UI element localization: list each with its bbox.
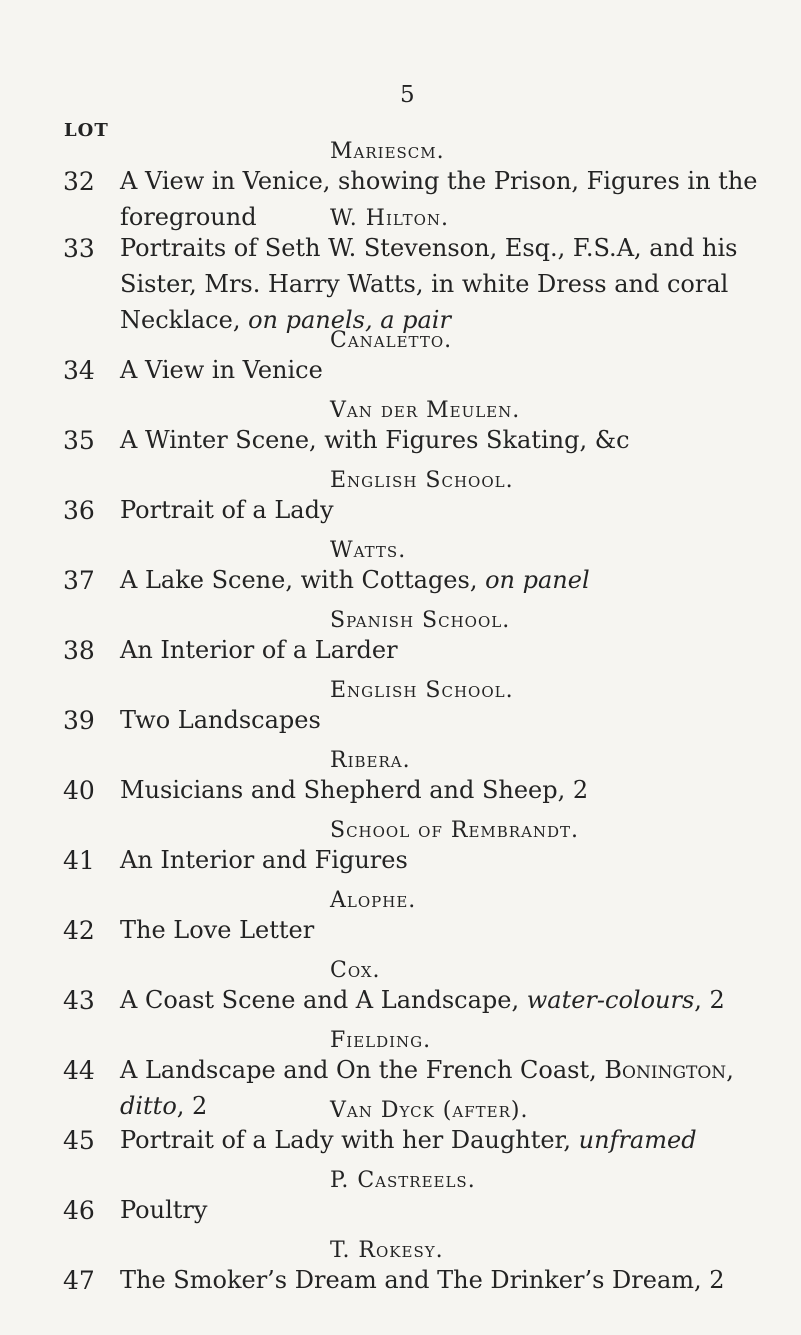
lot-description (120, 632, 790, 668)
description-text: Musicians and Shepherd and Sheep, 2 (120, 776, 589, 804)
lot-number: 44 (63, 1056, 95, 1085)
description-text: water-colours (526, 986, 695, 1014)
description-text: An Interior of a Larder (120, 636, 398, 664)
description-text: A Coast Scene and A Landscape, (120, 986, 527, 1014)
description-text: Portrait of a Lady with her Daughter, (120, 1126, 579, 1154)
description-text: The Love Letter (120, 916, 315, 944)
artist-name: Ribera. (330, 748, 411, 773)
lot-column-header: LOT (64, 120, 109, 141)
description-text: Bonington (604, 1056, 727, 1084)
lot-number: 43 (63, 986, 95, 1015)
lot-number: 41 (63, 846, 95, 875)
lot-description (120, 982, 790, 1018)
lot-description (120, 230, 790, 338)
artist-name: Watts. (330, 538, 407, 563)
lot-number: 40 (63, 776, 95, 805)
artist-name: English School. (330, 678, 514, 703)
lot-number: 46 (63, 1196, 95, 1225)
lot-description (120, 422, 790, 458)
lot-number: 45 (63, 1126, 95, 1155)
artist-name: Cox. (330, 958, 381, 983)
lot-description (120, 912, 790, 948)
artist-name: P. Castreels. (330, 1168, 476, 1193)
lot-number: 34 (63, 356, 95, 385)
description-text: , 2 (694, 986, 725, 1014)
description-text: A Lake Scene, with Cottages, (120, 566, 486, 594)
description-text: , 2 (176, 1092, 208, 1120)
description-text: Poultry (120, 1196, 208, 1224)
artist-name: Van Dyck (after). (330, 1098, 529, 1123)
lot-description (120, 772, 790, 808)
description-text: Portraits of Seth W. Stevenson, Esq., F.S.A, and his Sister, Mrs. Harry Watts, in white Dress and coral Necklace, (120, 234, 738, 334)
page-number: 5 (400, 82, 415, 108)
lot-description (120, 1122, 790, 1158)
lot-number: 42 (63, 916, 95, 945)
artist-name: Fielding. (330, 1028, 432, 1053)
artist-name: Van der Meulen. (330, 398, 521, 423)
description-text: An Interior and Figures (120, 846, 408, 874)
artist-name: Mariescm. (330, 139, 445, 164)
lot-number: 32 (63, 167, 95, 196)
artist-name: English School. (330, 468, 514, 493)
lot-number: 36 (63, 496, 95, 525)
description-text: A View in Venice (120, 356, 323, 384)
lot-description (120, 702, 790, 738)
artist-name: W. Hilton. (330, 206, 450, 231)
description-text: A Winter Scene, with Figures Skating, &c (120, 426, 630, 454)
artist-name: Canaletto. (330, 328, 453, 353)
artist-name: T. Rokesy. (330, 1238, 444, 1263)
description-text: on panel (485, 566, 590, 594)
description-text: The Smoker’s Dream and The Drinker’s Dream, 2 (120, 1266, 725, 1294)
description-text: ditto (120, 1092, 177, 1120)
description-text: A Landscape and On the French Coast, (120, 1056, 605, 1084)
description-text: , (726, 1056, 734, 1084)
lot-number: 38 (63, 636, 95, 665)
lot-number: 39 (63, 706, 95, 735)
artist-name: School of Rembrandt. (330, 818, 580, 843)
lot-number: 37 (63, 566, 95, 595)
lot-number: 35 (63, 426, 95, 455)
description-text: A View in Venice, showing the Prison, Figures in the foreground (120, 167, 758, 231)
lot-description (120, 842, 790, 878)
description-text: Portrait of a Lady (120, 496, 334, 524)
description-text: on panels, a pair (248, 306, 451, 334)
artist-name: Alophe. (330, 888, 417, 913)
artist-name: Spanish School. (330, 608, 511, 633)
description-text: Two Landscapes (120, 706, 321, 734)
lot-description (120, 562, 790, 598)
lot-number: 47 (63, 1266, 95, 1295)
lot-description (120, 492, 790, 528)
lot-description (120, 163, 790, 235)
lot-description (120, 352, 790, 388)
description-text: unframed (578, 1126, 697, 1154)
lot-number: 33 (63, 234, 95, 263)
lot-description (120, 1192, 790, 1228)
lot-description (120, 1262, 790, 1298)
